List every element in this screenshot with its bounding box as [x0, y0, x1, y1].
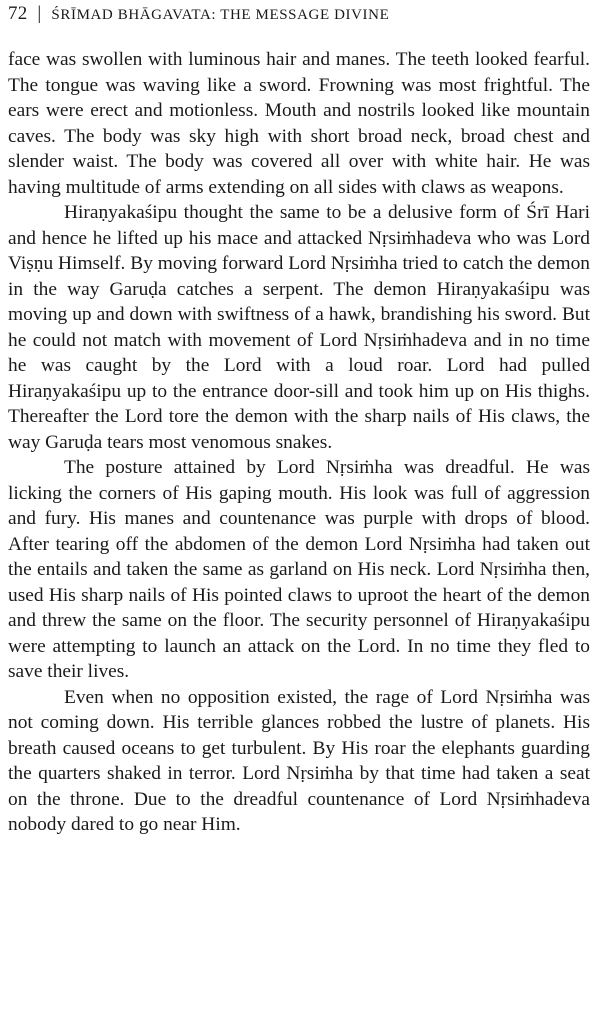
paragraph: Even when no opposition existed, the rage of Lord Nṛsiṁha was not coming down. His terrible glances robbed the lustre of planets. His breath caused oceans to get turbulent. By His roar the elephants guarding the quarters shaked in terror. Lord Nṛsiṁha by that time had taken a seat on the throne. Due to the dreadful countenance of Lord Nṛsiṁhadeva nobody dared to go near Him. [8, 686, 590, 835]
page-header [8, 0, 590, 37]
header-separator: | [37, 3, 42, 24]
paragraph: face was swollen with luminous hair and manes. The teeth looked fearful. The tongue was waving like a sword. Frowning was most frightful. The ears were erect and motionless. Mouth and nostrils looked like mountain caves. The body was sky high with short broad neck, broad chest and slender waist. The body was covered all over with white hair. He was having multitude of arms extending on all sides with claws as weapons. [8, 49, 590, 198]
running-title: ŚRĪMAD BHĀGAVATA: THE MESSAGE DIVINE [51, 7, 390, 23]
paragraph: Hiraṇyakaśipu thought the same to be a delusive form of Śrī Hari and hence he lifted up his mace and attacked Nṛsiṁhadeva who was Lord Viṣṇu Himself. By moving forward Lord Nṛsiṁha tried to catch the demon in the way Garuḍa catches a serpent. The demon Hiraṇyakaśipu was moving up and down with swiftness of a hawk, brandishing his sword. But he could not match with movement of Lord Nṛsiṁhadeva and in no time he was caught by the Lord with a loud roar. Lord had pulled Hiraṇyakaśipu up to the entrance door-sill and took him up on His thighs. Thereafter the Lord tore the demon with the sharp nails of His claws, the way Garuḍa tears most venomous snakes. [8, 202, 590, 453]
page-number: 72 [8, 3, 28, 24]
paragraph: The posture attained by Lord Nṛsiṁha was dreadful. He was licking the corners of His gaping mouth. His look was full of aggression and fury. His manes and countenance was purple with drops of blood. After tearing off the abdomen of the demon Lord Nṛsiṁha had taken out the entails and taken the same as garland on His neck. Lord Nṛsiṁha then, used His sharp nails of His pointed claws to uproot the heart of the demon and threw the same on the floor. The security personnel of Hiraṇyakaśipu were attempting to launch an attack on the Lord. In no time they fled to save their lives. [8, 457, 590, 682]
body-text [8, 47, 590, 838]
